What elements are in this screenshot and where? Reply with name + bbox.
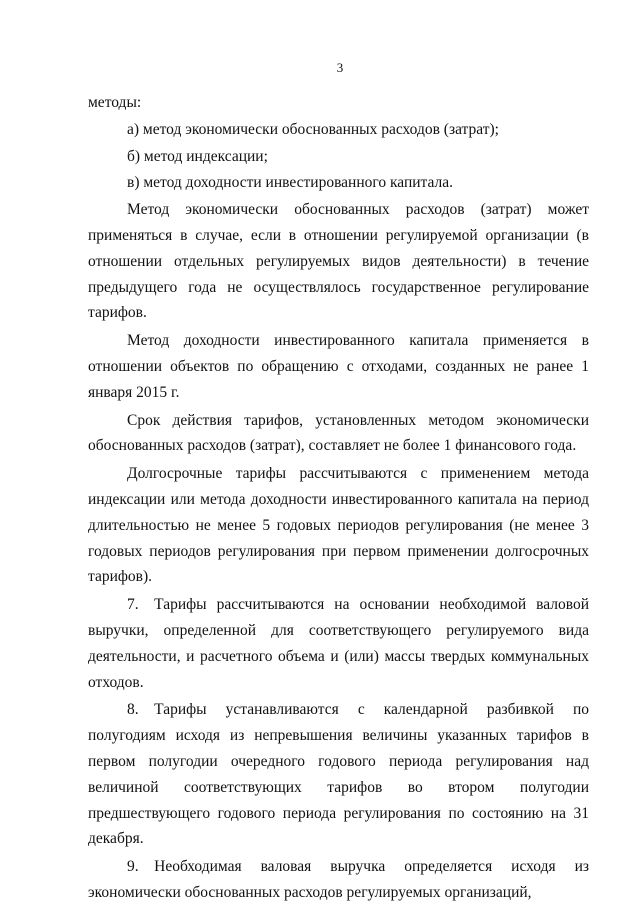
method-item-b: б) метод индексации; <box>127 147 268 165</box>
paragraph-economic-method: Метод экономически обоснованных расходов (затрат) может применяться в случае, если в отношении регулируемой организации (в отношении отдельных регулируемых видов деятельности) в течение предыдущего года не осуществлялось государственное регулирование тарифов. <box>88 201 589 322</box>
method-item-c: в) метод доходности инвестированного капитала. <box>127 174 454 192</box>
method-item-a: а) метод экономически обоснованных расходов (затрат); <box>127 120 499 138</box>
clause-8: 8. Тарифы устанавливаются с календарной разбивкой по полугодиям исходя из непревышения величины указанных тарифов в первом полугодии очередного годового периода регулирования над величиной соответствующих тарифов во втором полугодии предшествующего годового периода регулирования по состоянию на 31 декабря. <box>88 701 589 848</box>
page-number: 3 <box>336 60 344 75</box>
paragraph-tariff-term: Срок действия тарифов, установленных методом экономически обоснованных расходов (затрат), составляет не более 1 финансового года. <box>88 411 589 455</box>
clause-7: 7. Тарифы рассчитываются на основании необходимой валовой выручки, определенной для соответствующего регулируемого вида деятельности, и расчетного объема и (или) массы твердых коммунальных отходов. <box>88 596 589 691</box>
lead-in-text: методы: <box>88 94 142 111</box>
paragraph-long-term-tariffs: Долгосрочные тарифы рассчитываются с применением метода индексации или метода доходности инвестированного капитала на период длительностью не менее 5 годовых периодов регулирования (не менее 3 годовых периодов регулирования при первом применении долгосрочных тарифов). <box>88 465 589 586</box>
document-body <box>88 90 589 906</box>
paragraph-capital-return-method: Метод доходности инвестированного капитала применяется в отношении объектов по обращению с отходами, созданных не ранее 1 января 2015 г. <box>88 332 589 401</box>
clause-9: 9. Необходимая валовая выручка определяется исходя из экономически обоснованных расходов регулируемых организаций, <box>88 858 589 901</box>
